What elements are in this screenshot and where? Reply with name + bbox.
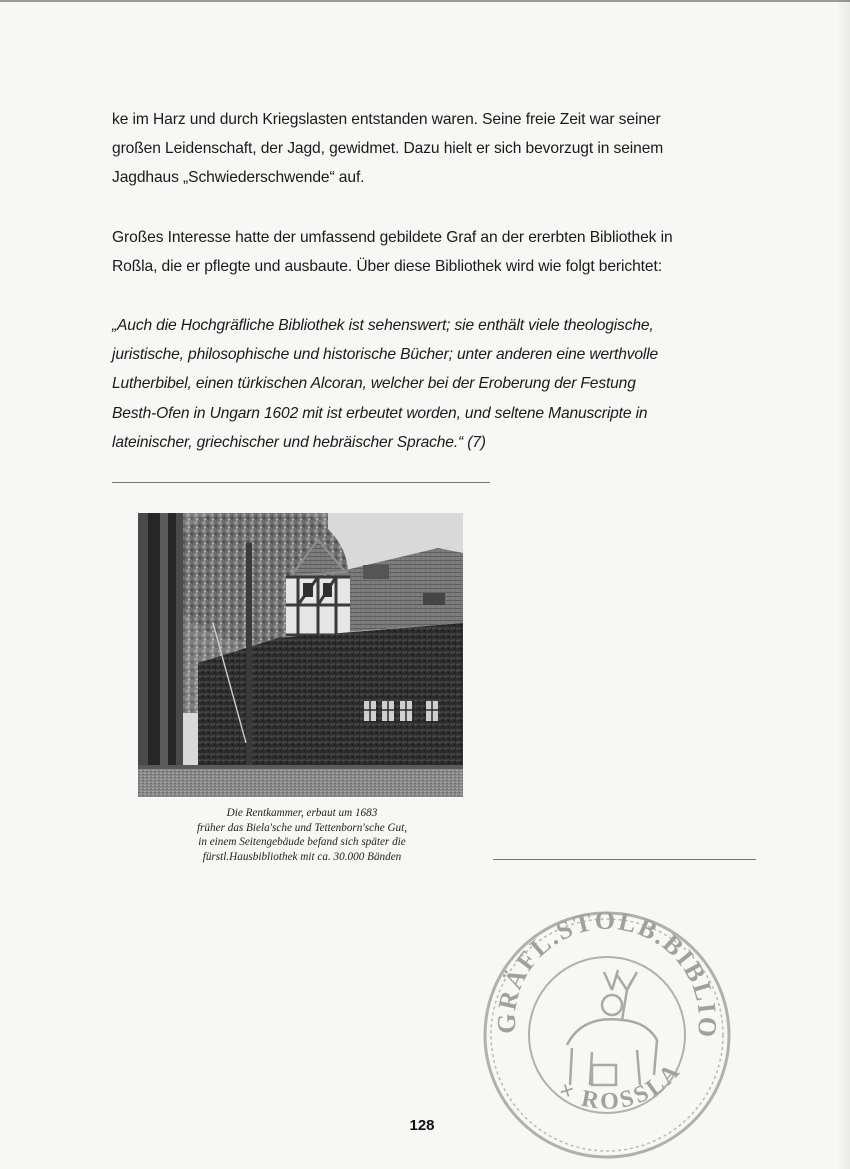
quote-line-3: Lutherbibel, einen türkischen Alcoran, welcher bei der Eroberung der Festung [112,375,636,393]
quote-line-2: juristische, philosophische und historische Bücher; unter anderen eine werthvolle [112,346,659,364]
p1-line-3: Jagdhaus „Schwiederschwende“ auf. [112,169,365,186]
top-scan-edge [0,0,850,2]
paragraph-2 [112,223,732,281]
caption-line-3: in einem Seitengebäude befand sich später die [198,836,406,848]
scan-shadow [836,0,850,1169]
quote-line-4: Besth-Ofen in Ungarn 1602 mit ist erbeutet worden, und seltene Manuscripte in [112,404,648,422]
quote-line-1: „Auch die Hochgräfliche Bibliothek ist sehenswert; sie enthält viele theologische, [112,317,654,334]
p1-line-2: großen Leidenschaft, der Jagd, gewidmet. Dazu hielt er sich bevorzugt in seinem [112,140,664,157]
caption-line-1: Die Rentkammer, erbaut um 1683 [226,807,378,819]
section-divider-left [112,482,490,483]
svg-text:GRÄFL.STOLB.BIBLIOTHEK: GRÄFL.STOLB.BIBLIO [491,905,723,1041]
library-stamp [472,880,742,1160]
svg-text:× ROSSLA: × ROSSLA [554,1057,687,1116]
page-number: 128 [409,1117,435,1134]
caption-line-4: fürstl.Hausbibliothek mit ca. 30.000 Bänden [202,850,402,863]
building-photo [138,513,463,797]
paragraph-1 [112,105,732,192]
p1-line-1: ke im Harz und durch Kriegslasten entstanden waren. Seine freie Zeit war seiner [112,111,661,128]
photo-caption [132,806,472,864]
quote-paragraph [112,311,732,457]
caption-line-2: früher das Biela'sche und Tettenborn'sche Gut, [196,821,408,834]
section-divider-right [493,859,756,860]
p2-line-2: Roßla, die er pflegte und ausbaute. Über diese Bibliothek wird wie folgt berichtet: [112,258,662,275]
p2-line-1: Großes Interesse hatte der umfassend gebildete Graf an der ererbten Bibliothek in [112,229,673,246]
quote-line-5: lateinischer, griechischer und hebräischer Sprache.“ (7) [112,433,486,451]
